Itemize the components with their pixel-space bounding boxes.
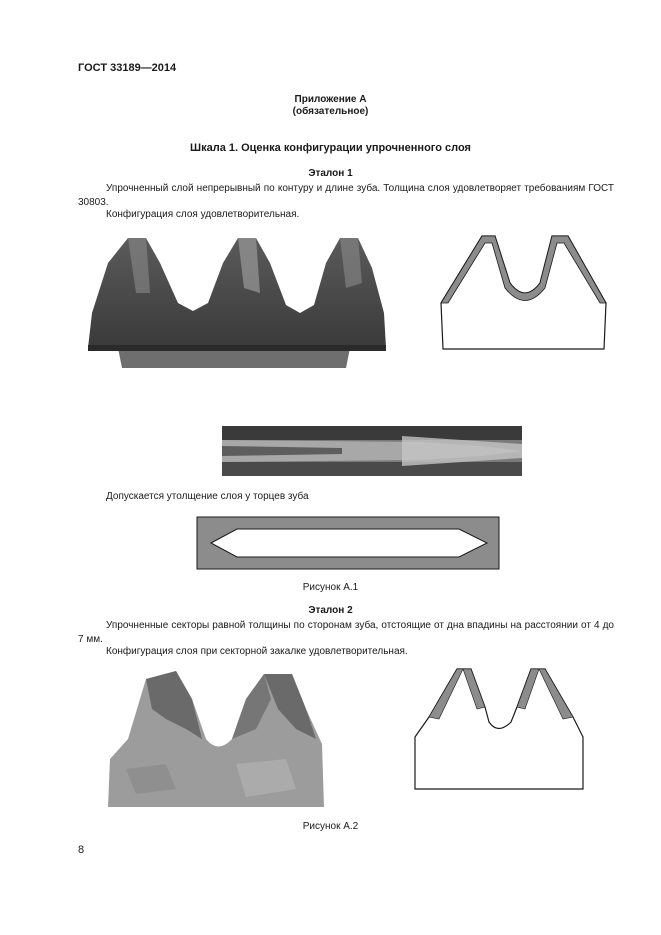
etalon1-paragraph-2: Конфигурация слоя удовлетворительная.: [106, 209, 300, 220]
etalon1-gear-photo: [88, 233, 388, 368]
scale-title: Шкала 1. Оценка конфигурации упрочненного слоя: [190, 142, 471, 154]
etalon1-note: Допускается утолщение слоя у торцев зуба: [106, 491, 309, 502]
etalon1-longitudinal-schematic: [197, 517, 499, 569]
appendix-status: (обязательное): [292, 106, 369, 117]
etalon2-paragraph-2: Конфигурация слоя при секторной закалке удовлетворительная.: [106, 646, 408, 657]
etalon1-title: Эталон 1: [308, 168, 353, 179]
etalon1-longitudinal-photo: [222, 426, 522, 476]
etalon2-title: Эталон 2: [308, 605, 353, 616]
figure-a1-caption: Рисунок А.1: [302, 582, 359, 593]
page-number: 8: [78, 844, 85, 856]
etalon1-paragraph-1: Упрочненный слой непрерывный по контуру и длине зуба. Толщина слоя удовлетворяет требованиям ГОСТ 30803.: [78, 183, 614, 208]
standard-header: ГОСТ 33189—2014: [78, 62, 177, 74]
etalon2-gear-schematic: [413, 667, 585, 793]
etalon2-paragraph-1: Упрочненные секторы равной толщины по сторонам зуба, отстоящие от дна впадины на расстоянии от 4 до 7 мм.: [78, 620, 614, 645]
appendix-title: Приложение А: [294, 94, 367, 105]
etalon2-gear-photo: [106, 669, 326, 809]
figure-a2-caption: Рисунок А.2: [302, 821, 359, 832]
etalon1-gear-schematic: [440, 233, 610, 351]
